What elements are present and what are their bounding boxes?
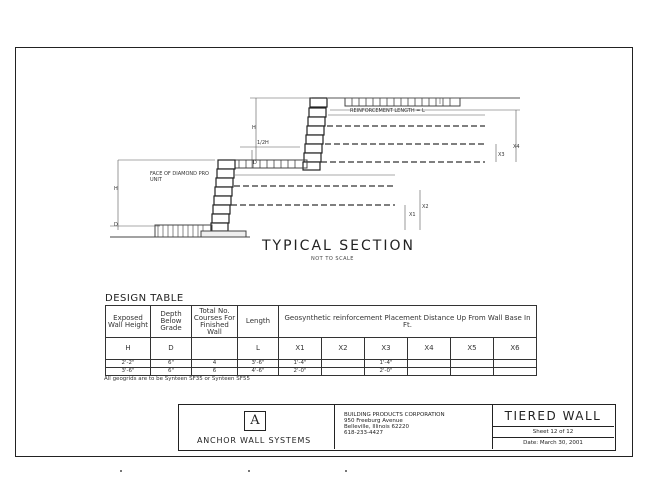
cell: 6: [192, 368, 238, 376]
anchor-logo-icon: A: [244, 411, 266, 431]
cell: [494, 360, 537, 368]
half-h-label: 1/2H: [257, 140, 269, 146]
cell: 3'-6": [106, 368, 151, 376]
address-line: 618-233-4427: [344, 430, 383, 436]
h-upper-label: H: [252, 125, 256, 131]
face-of-unit-label: FACE OF DIAMOND PRO UNIT: [150, 171, 209, 183]
h-lower-label: H: [114, 186, 118, 192]
design-table-title: DESIGN TABLE: [105, 293, 184, 304]
drawing-title: TIERED WALL: [492, 407, 614, 427]
sub-x2: X2: [322, 338, 365, 360]
section-subtitle: NOT TO SCALE: [311, 256, 354, 262]
sub-x6: X6: [494, 338, 537, 360]
cell: 4: [192, 360, 238, 368]
cell: 4'-6": [238, 368, 279, 376]
title-block-logo-cell: [179, 405, 335, 449]
cell: [451, 368, 494, 376]
cell: [322, 360, 365, 368]
x2-label: X2: [422, 204, 429, 210]
sub-x4: X4: [408, 338, 451, 360]
cell: [408, 368, 451, 376]
title-block-title-cell: [492, 405, 614, 449]
address-block: [344, 412, 445, 436]
header-depth: Depth Below Grade: [151, 306, 192, 338]
cell: 6": [151, 360, 192, 368]
sub-h: H: [106, 338, 151, 360]
x3-label: X3: [498, 152, 505, 158]
cell: 6": [151, 368, 192, 376]
scan-speck: [345, 470, 347, 472]
header-geo: Geosynthetic reinforcement Placement Distance Up From Wall Base In Ft.: [279, 306, 537, 338]
table-row: [106, 368, 537, 376]
reinforcement-length-label: REINFORCEMENT LENGTH = L: [350, 108, 425, 114]
title-block: [178, 404, 616, 451]
d-lower-label: D: [114, 222, 118, 228]
drawing-date: Date: March 30, 2001: [523, 440, 583, 446]
header-length: Length: [238, 306, 279, 338]
x1-label: X1: [409, 212, 416, 218]
scan-speck: [120, 470, 122, 472]
cell: 2'-2": [106, 360, 151, 368]
sub-d: D: [151, 338, 192, 360]
x4-label: X4: [513, 144, 520, 150]
address-line: Belleville, Illinois 62220: [344, 424, 410, 430]
cell: 2'-0": [279, 368, 322, 376]
cell: [322, 368, 365, 376]
address-line: BUILDING PRODUCTS CORPORATION: [344, 412, 445, 418]
title-block-address-cell: [334, 405, 493, 449]
header-exposed: Exposed Wall Height: [106, 306, 151, 338]
header-courses: Total No. Courses For Finished Wall: [192, 306, 238, 338]
scan-speck: [248, 470, 250, 472]
sub-l: L: [238, 338, 279, 360]
design-table: [105, 305, 537, 376]
cell: 3'-6": [238, 360, 279, 368]
sub-x1: X1: [279, 338, 322, 360]
table-row: [106, 360, 537, 368]
cell: [451, 360, 494, 368]
address-line: 950 Freeburg Avenue: [344, 418, 403, 424]
sub-x3: X3: [365, 338, 408, 360]
sheet-number: Sheet 12 of 12: [492, 427, 614, 438]
geogrid-note: All geogrids are to be Synteen SF35 or Synteen SF55: [104, 376, 250, 382]
cell: [494, 368, 537, 376]
sub-courses: [192, 338, 238, 360]
cell: 1'-4": [279, 360, 322, 368]
company-name: ANCHOR WALL SYSTEMS: [197, 436, 312, 445]
cell: 1'-4": [365, 360, 408, 368]
sub-x5: X5: [451, 338, 494, 360]
cell: 2'-0": [365, 368, 408, 376]
cell: [408, 360, 451, 368]
section-title: TYPICAL SECTION: [262, 238, 415, 254]
d-upper-label: D: [253, 160, 257, 166]
